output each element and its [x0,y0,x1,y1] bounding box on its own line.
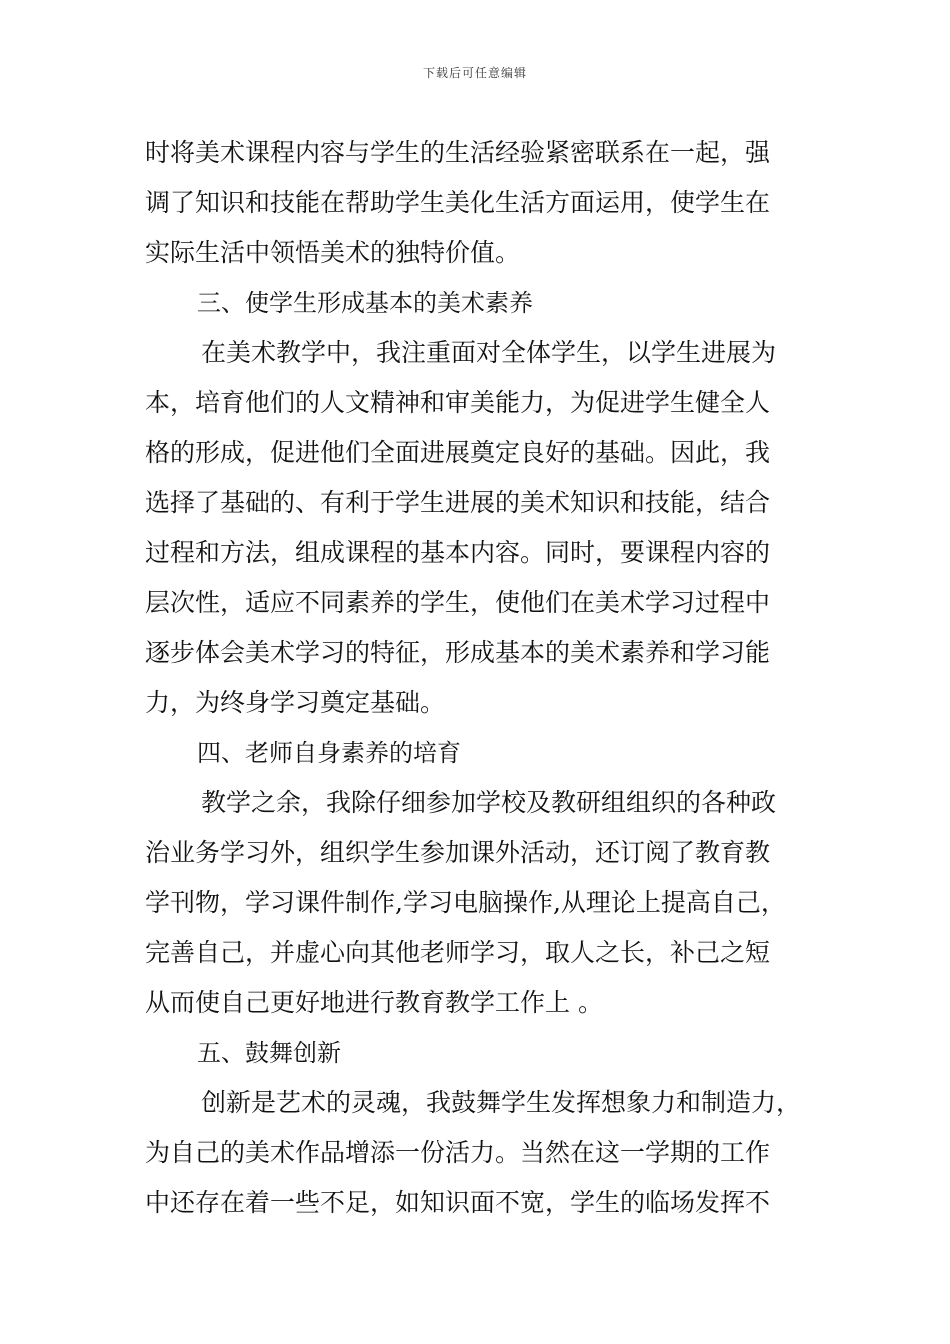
paragraph-line: 层次性，适应不同素养的学生，使他们在美术学习过程中 [145,588,771,617]
paragraph-line: 调了知识和技能在帮助学生美化生活方面运用，使学生在 [145,188,771,217]
paragraph-line: 逐步体会美术学习的特征，形成基本的美术素养和学习能 [145,638,771,667]
page-header: 下载后可任意编辑 [422,66,527,80]
paragraph-line: 本，培育他们的人文精神和审美能力，为促进学生健全人 [145,388,771,417]
paragraph-line: 治业务学习外，组织学生参加课外活动，还订阅了教育教 [145,838,771,867]
paragraph-line: 选择了基础的、有利于学生进展的美术知识和技能，结合 [145,488,771,517]
paragraph-line: 中还存在着一些不足，如知识面不宽，学生的临场发挥不 [145,1188,771,1217]
paragraph-line: 学刊物，学习课件制作,学习电脑操作,从理论上提高自己， [145,888,786,917]
paragraph-line: 力，为终身学习奠定基础。 [145,688,446,717]
paragraph-line: 完善自己，并虚心向其他老师学习，取人之长，补己之短 [145,938,771,967]
section-heading: 五、鼓舞创新 [197,1039,341,1067]
paragraph-line: 过程和方法，组成课程的基本内容。同时，要课程内容的 [145,538,771,567]
paragraph-line: 创新是艺术的灵魂，我鼓舞学生发挥想象力和制造力， [201,1088,802,1117]
section-heading: 四、老师自身素养的培育 [197,739,461,767]
paragraph-line: 在美术教学中，我注重面对全体学生，以学生进展为 [201,338,777,367]
paragraph-line: 从而使自己更好地进行教育教学工作上 。 [145,988,603,1017]
paragraph-line: 为自己的美术作品增添一份活力。当然在这一学期的工作 [145,1138,771,1167]
paragraph-line: 实际生活中领悟美术的独特价值。 [145,238,521,267]
section-heading: 三、使学生形成基本的美术素养 [197,289,533,317]
paragraph-line: 时将美术课程内容与学生的生活经验紧密联系在一起，强 [145,138,771,167]
paragraph-line: 格的形成，促进他们全面进展奠定良好的基础。因此，我 [145,438,771,467]
document-body [145,128,825,1228]
paragraph-line: 教学之余，我除仔细参加学校及教研组组织的各种政 [201,788,777,817]
